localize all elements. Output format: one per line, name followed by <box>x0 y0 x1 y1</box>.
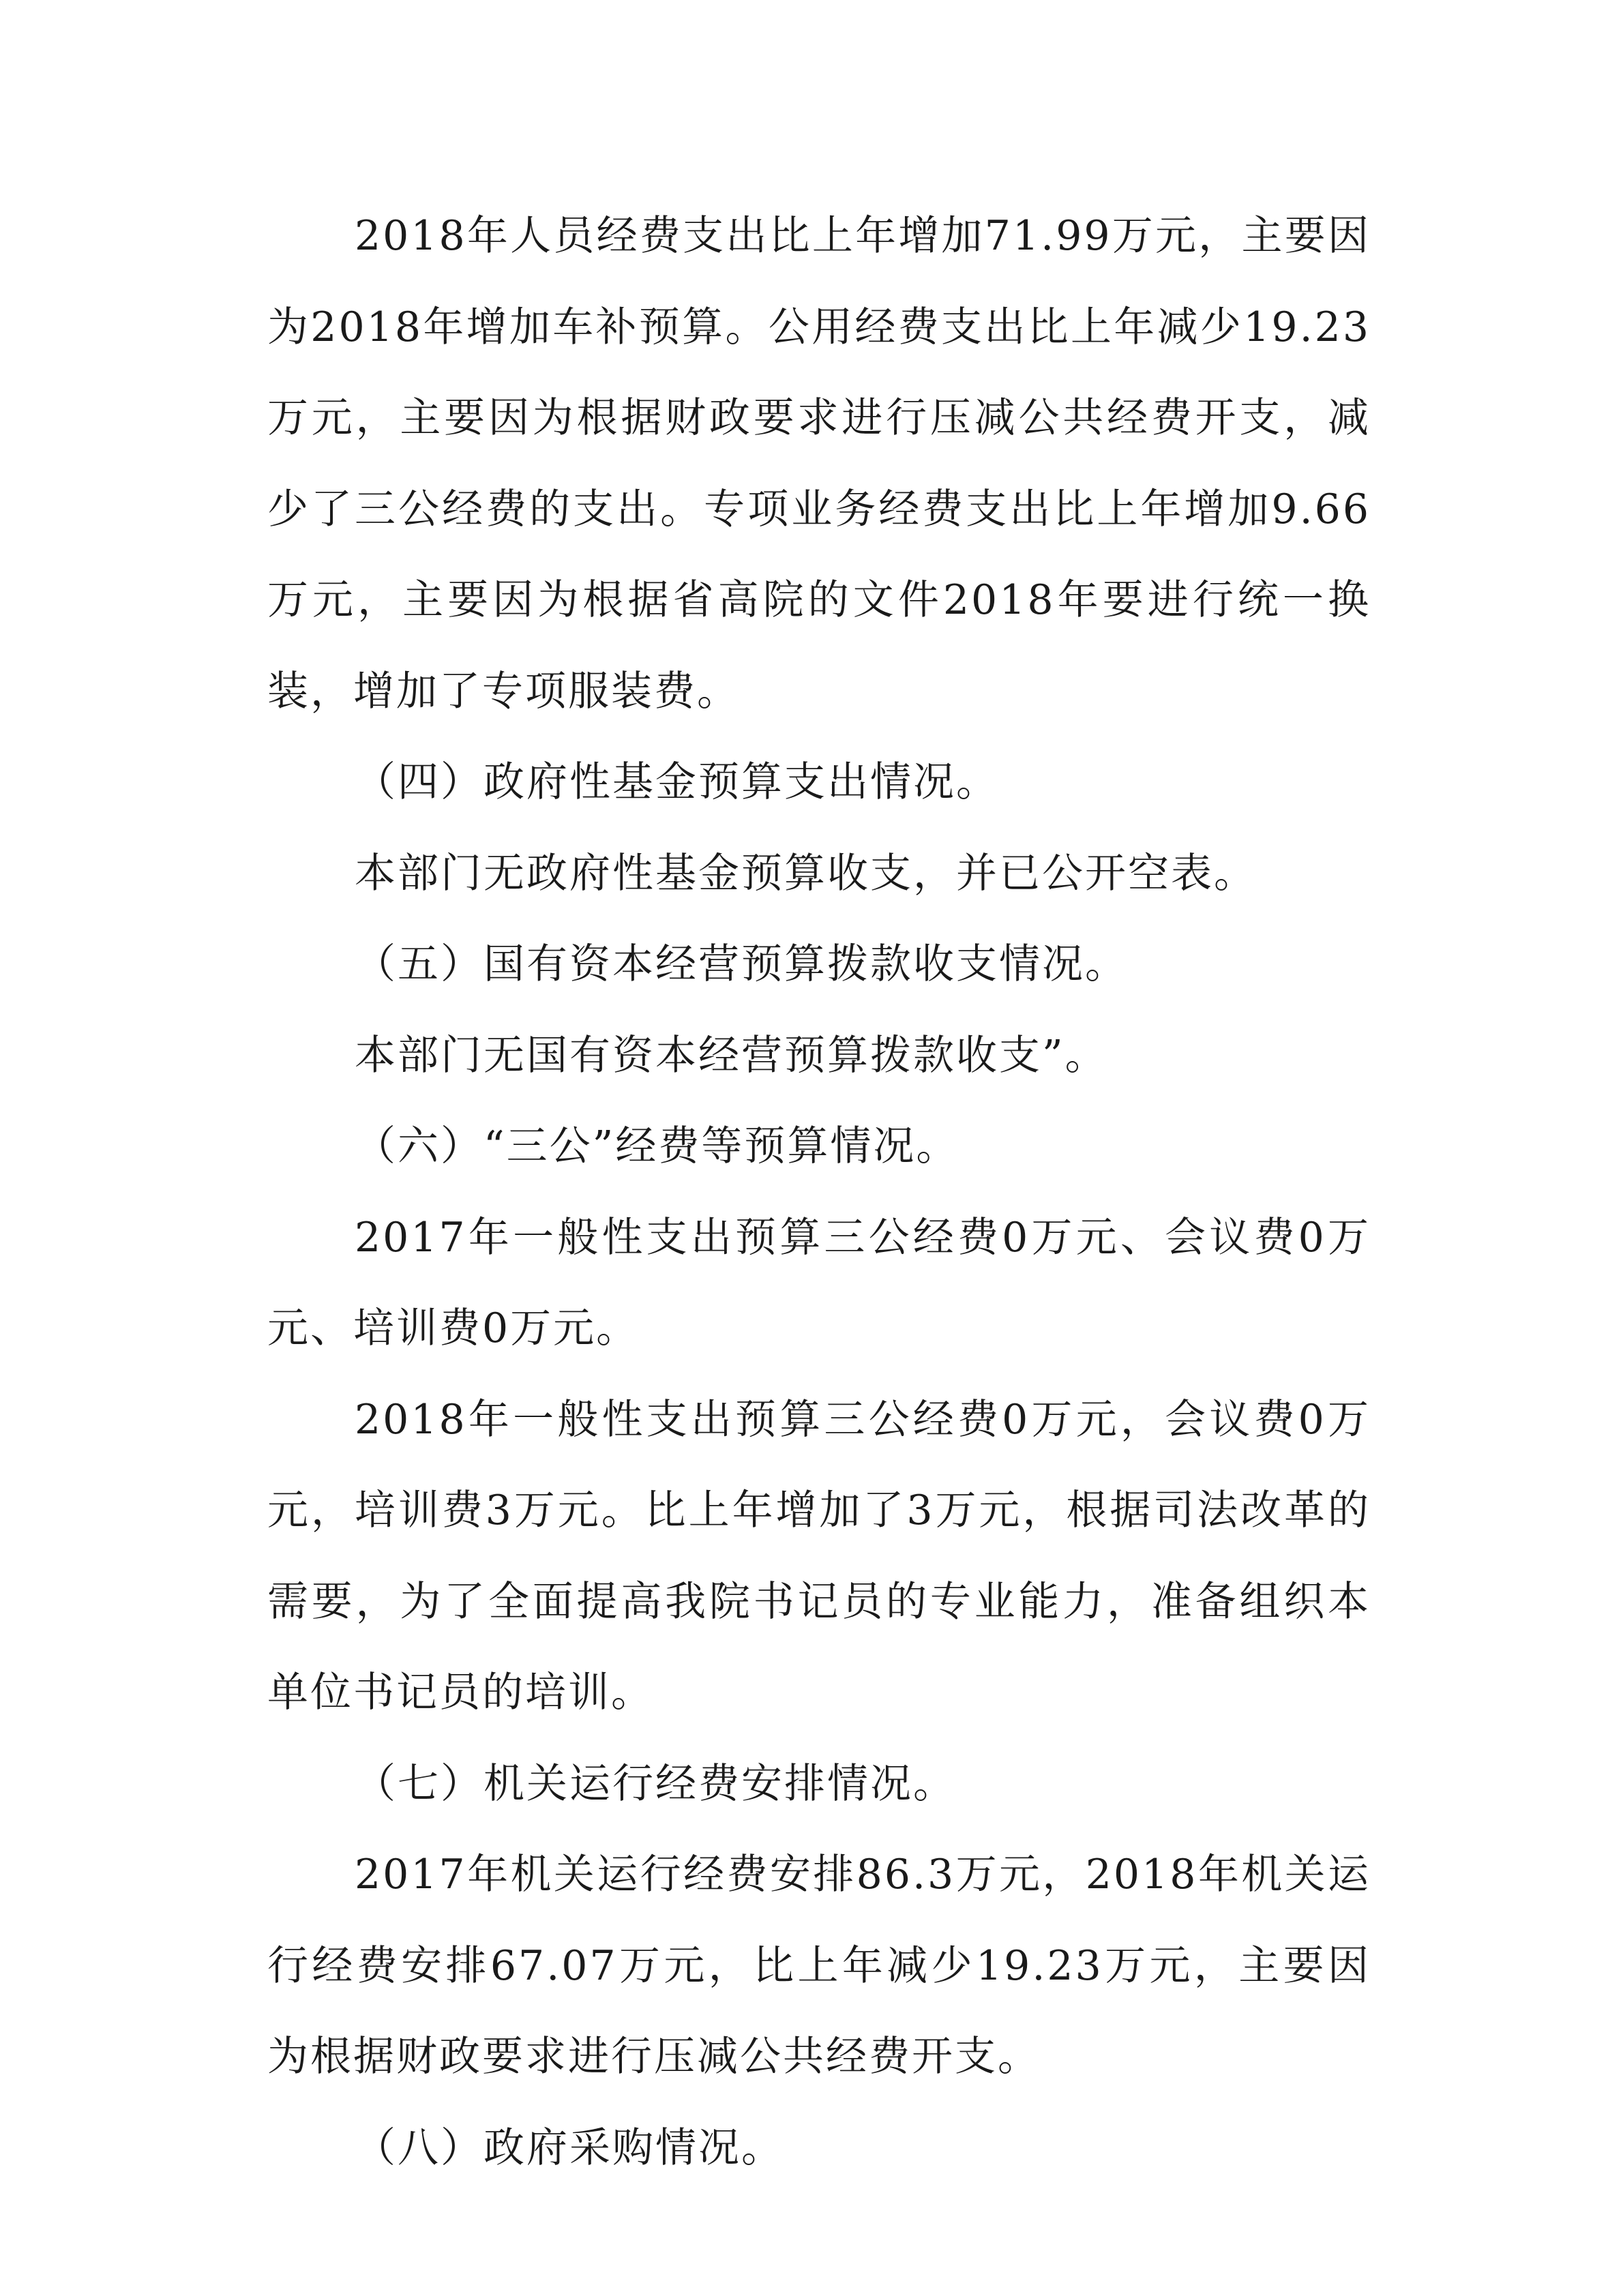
paragraph-government-fund-budget: 本部门无政府性基金预算收支，并已公开空表。 <box>355 849 1257 897</box>
paragraph-personnel-expenses: 2018年人员经费支出比上年增加71.99万元，主要因为2018年增加车补预算。公用经费支出比上年减少19.23万元，主要因为根据财政要求进行压减公共经费开支，减少了三公经费的支出。专项业务经费支出比上年增加9.66万元，主要因为根据省高院的文件2018年要进行统一换装，增加了专项服装费。 <box>267 212 1371 715</box>
heading-state-capital-budget: （五）国有资本经营预算拨款收支情况。 <box>355 940 1128 988</box>
heading-operating-expenses: （七）机关运行经费安排情况。 <box>355 1759 956 1808</box>
paragraph-2017-general-expenses: 2017年一般性支出预算三公经费0万元、会议费0万元、培训费0万元。 <box>267 1213 1371 1352</box>
paragraph-2018-general-expenses: 2018年一般性支出预算三公经费0万元，会议费0万元，培训费3万元。比上年增加了3万元，根据司法改革的需要，为了全面提高我院书记员的专业能力，准备组织本单位书记员的培训。 <box>267 1395 1371 1716</box>
heading-three-public-expenses: （六）“三公”经费等预算情况。 <box>355 1122 959 1170</box>
paragraph-operating-expenses: 2017年机关运行经费安排86.3万元，2018年机关运行经费安排67.07万元，比上年减少19.23万元，主要因为根据财政要求进行压减公共经费开支。 <box>267 1851 1371 2081</box>
heading-government-fund-budget: （四）政府性基金预算支出情况。 <box>355 758 999 806</box>
document-body <box>267 191 1371 2194</box>
heading-government-procurement: （八）政府采购情况。 <box>355 2123 784 2172</box>
paragraph-state-capital-budget: 本部门无国有资本经营预算拨款收支”。 <box>355 1031 1108 1079</box>
